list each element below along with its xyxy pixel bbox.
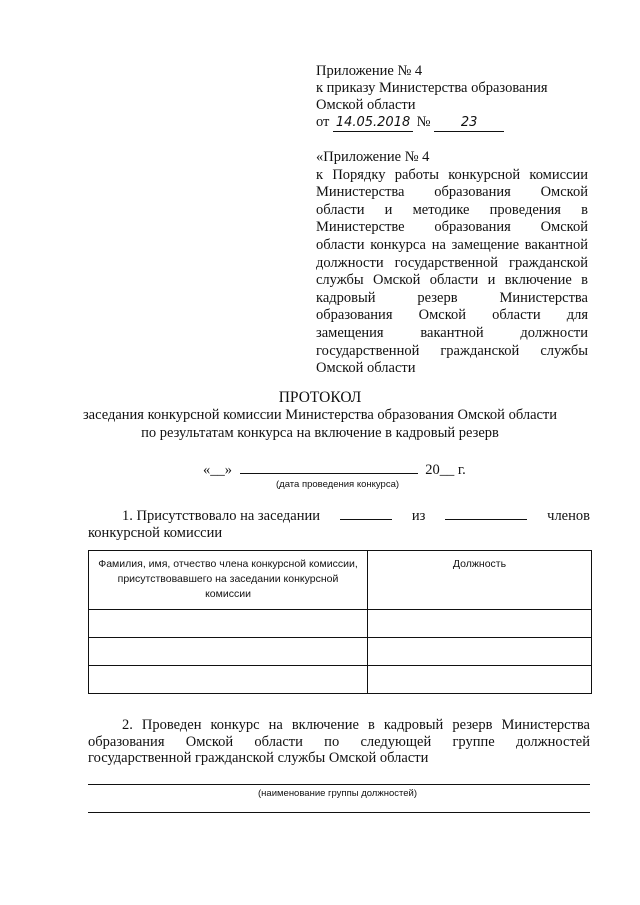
- appendix-line: замещения вакантной должности: [316, 325, 588, 341]
- appendix-line: Министерства образования Омской: [316, 184, 588, 201]
- members-table: [88, 550, 592, 694]
- item-1-present-blank: [340, 507, 392, 520]
- appendix-line: области конкурса на замещение вакантной: [316, 237, 588, 253]
- item-1-text-a: 1. Присутствовало на заседании: [122, 508, 321, 524]
- protocol-subtitle-1: заседания конкурсной комиссии Министерства образования Омской области: [82, 407, 558, 423]
- header-line-1: Приложение № 4: [316, 63, 423, 79]
- appendix-line: к Порядку работы конкурсной комиссии: [316, 166, 588, 183]
- appendix-line: Министерстве образования Омской: [316, 219, 588, 236]
- appendix-line: кадровый резерв Министерства: [316, 289, 588, 306]
- appendix-line: Омской области: [316, 360, 416, 377]
- date-quote: «__»: [203, 462, 232, 478]
- date-blank: [240, 461, 418, 474]
- date-caption: (дата проведения конкурса): [276, 479, 400, 490]
- appendix-line: образования Омской области для: [316, 307, 588, 324]
- group-name-line-2: [88, 812, 590, 813]
- item-1-text-d: конкурсной комиссии: [88, 525, 223, 541]
- handwritten-date: 14.05.2018: [333, 115, 413, 132]
- header-line-3: Омской области: [316, 97, 416, 113]
- table-header-name: Фамилия, имя, отчество члена конкурсной комиссии, присутствовавшего на заседании конкурсной комиссии: [89, 551, 368, 610]
- item-1-total-blank: [445, 507, 527, 520]
- date-line: [203, 461, 466, 479]
- item-1-text-c: членов: [547, 508, 590, 524]
- date-prefix: от: [316, 114, 330, 130]
- appendix-line: области и методике проведения в: [316, 201, 588, 218]
- protocol-heading: ПРОТОКОЛ: [278, 389, 362, 406]
- header-date-line: [316, 114, 504, 132]
- appendix-line: государственной гражданской службы: [316, 342, 588, 359]
- protocol-subtitle-2: по результатам конкурса на включение в кадровый резерв: [141, 425, 499, 441]
- table-header-row: [89, 551, 592, 610]
- group-name-line: [88, 784, 590, 785]
- group-name-caption: (наименование группы должностей): [258, 788, 417, 799]
- handwritten-number: 23: [434, 115, 504, 132]
- number-prefix: №: [416, 114, 431, 130]
- item-1: [88, 507, 590, 542]
- appendix-line: должности государственной гражданской: [316, 254, 588, 271]
- table-row: [89, 610, 592, 638]
- date-year: 20__ г.: [425, 462, 466, 478]
- item-1-text-b: из: [411, 508, 426, 524]
- header-line-2: к приказу Министерства образования: [316, 80, 548, 96]
- table-row: [89, 666, 592, 694]
- table-row: [89, 638, 592, 666]
- item-2-text: 2. Проведен конкурс на включение в кадровый резерв Министерства образования Омской области по следующей группе должностей государственной гражданской службы Омской области: [88, 717, 590, 766]
- appendix-line: «Приложение № 4: [316, 149, 430, 165]
- table-header-position: Должность: [368, 551, 592, 610]
- appendix-line: службы Омской области и включение в: [316, 272, 588, 289]
